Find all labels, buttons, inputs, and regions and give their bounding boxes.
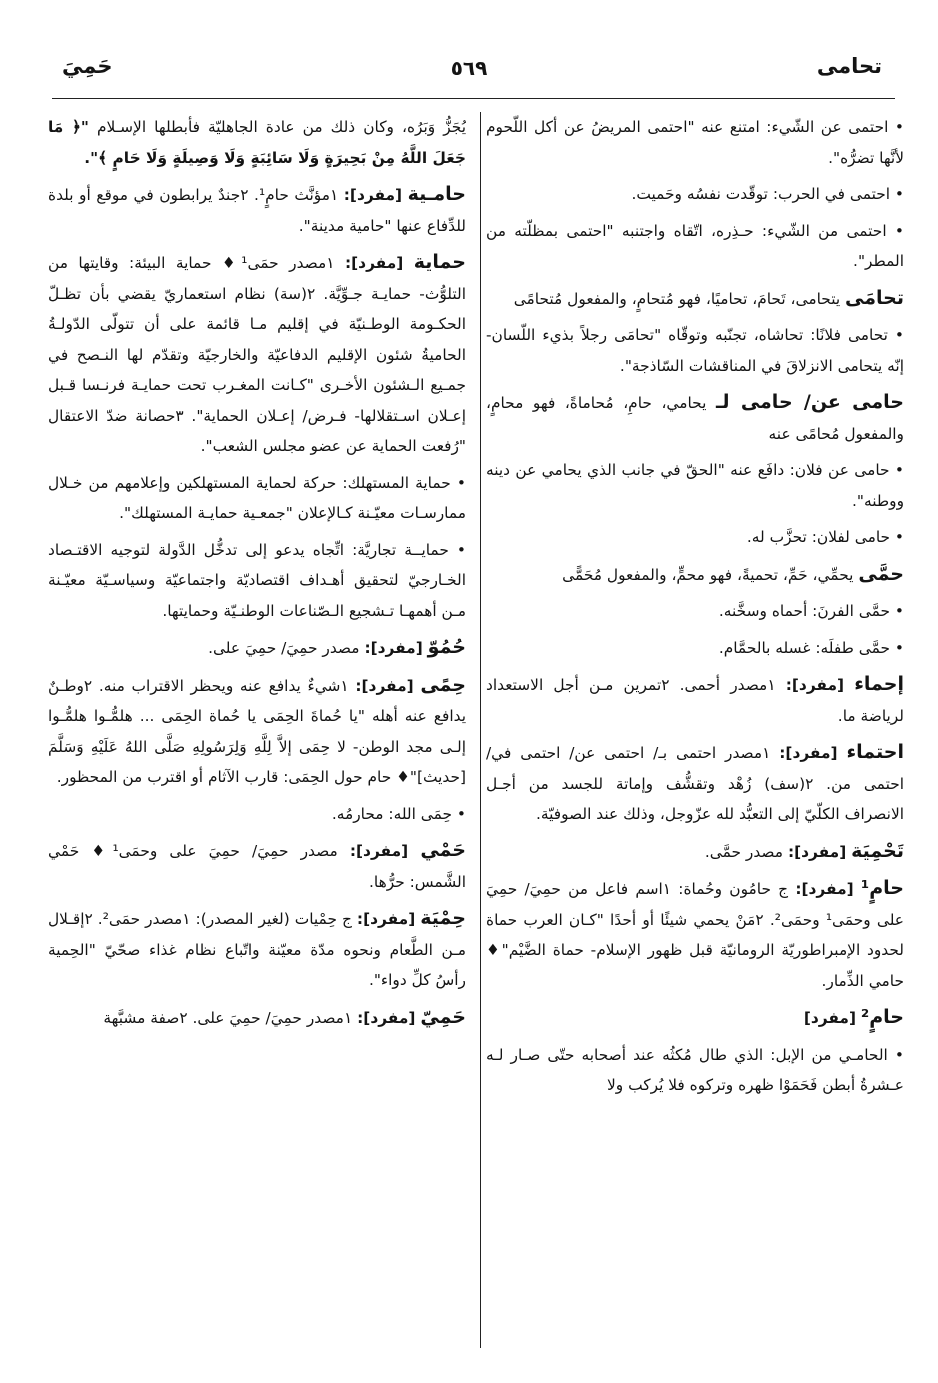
headword-entry bbox=[48, 179, 466, 241]
entry-text: مصدر حمِيَ/ حمِيَ على. bbox=[208, 639, 360, 657]
pos-tag: [مفرد]: bbox=[356, 910, 416, 928]
sense-paragraph: • احتمى في الحرب: توقّدت نفسُه وحَميت. bbox=[631, 185, 904, 203]
headword-entry bbox=[486, 283, 904, 315]
pos-tag: [مفرد]: bbox=[344, 254, 404, 272]
entry-text: مصدر حمَّى. bbox=[704, 842, 784, 861]
entry-text: مصدر حمِيَ/ حمِيَ على وحمَى¹♦ حَمْي الشَّمس: حرُّها. bbox=[48, 842, 466, 891]
headword-entry bbox=[48, 632, 466, 664]
headword: إحماء bbox=[854, 673, 904, 695]
column-divider bbox=[480, 112, 481, 1348]
pos-tag: [مفرد]: bbox=[785, 676, 845, 694]
sense-paragraph: • حمايــة تجاريَّة: اتِّجاه يدعو إلى تدخُّل الدَّولة لتوجيه الاقتـصاد الخـارجيّ لتحقيق أهـداف اقتصاديّة واجتماعيّة وسياسـيّة معيّـنة مـن أهمهـا تـشجيع الـصّناعات الوطنـيّة وحمايتها. bbox=[48, 540, 466, 620]
sense-paragraph: • الحامـي من الإبل: الذي طال مُكثُه عند أصحابه حتّى صـار لـه عـشرةُ أبطن فَحَمَوْا ظهره وتركوه فلا يُركب ولا bbox=[486, 1045, 904, 1094]
entry-text: ١شيءٌ يدافع عنه ويحظر الاقتراب منه. ٢وطـنٌ يدافع عنه أهله "يا حُماةَ الحِمَى يا حُماة الحِمَى ... هلمُّـوا هلمُّـوا إلـى مجد الوطن- لا حِمَى إلاَّ لِلَّهِ وَلِرَسُولِهِ صَلَّى اللهُ عَلَيْهِ وَسَلَّمَ [حديث]"♦ حام حول الحِمَى: قارب الآثام أو اقترب من المحظور. bbox=[48, 676, 466, 786]
entry-text: ج حِمْيات (لغير المصدر): ١مصدر حمَى². ٢إقـلال مـن الطَّعام ونحوه مدّة معيّنة واتّباع نظام غذاء صحّيّ "الحِمية رأسُ كلِّ دواء". bbox=[48, 910, 466, 989]
entry-text: يحامي، حامِ، مُحاماةً، فهو محامٍ، والمفعول مُحامًى عنه bbox=[486, 394, 904, 443]
headword-entry bbox=[48, 903, 466, 996]
sense-paragraph: • تحامى فلانًا: تحاشاه، تجنّبه وتوقّاه "تحامَى رجلاً بذيء اللّسان- إنّه يتحامى الانزلاقَ في المناقشات السّاذجة". bbox=[486, 326, 904, 375]
entry-text: ١مصدر احتمى بـ/ احتمى عن/ احتمى في/ احتمى من. ٢(سف) زُهْد وتقشُّف وإماتة للجسد من أجـل الانصراف الكلّيّ إلى التعبُّد لله عزّوجل، وذلك عند الصوفيّة. bbox=[486, 744, 904, 823]
entry-text: ١مصدر حمَى¹♦ حماية البيئة: وقايتها من التلوُّث- حمايـة جـوِّيَّة. ٢(سة) نظام استعماريّ يقضي بأن تظـلّ الحكـومة الوطـنيّة في إقليم مـا قائمة على أن تتولّى الدّولـةُ الحاميةُ شئون الإقليم الدفاعيّة والخارجيّة وتقدّم لها النـصح في جمـيع الـشئون الأخـرى "كـانت المغـرب تحت حمايـة فرنـسا قـبل إعـلان اسـتقلالها- فـرض/ إعـلان الحماية". ٣حصانة ضدّ الاعتقال "رُفعت الحماية عن عضو مجلس الشعب". bbox=[48, 254, 466, 455]
pos-tag: [مفرد]: bbox=[787, 842, 847, 861]
headword: حَمِيّ bbox=[420, 1005, 466, 1028]
pos-tag: [مفرد]: bbox=[343, 186, 403, 204]
headword-entry bbox=[486, 737, 904, 830]
headword: تَحْمِيَة bbox=[851, 839, 904, 862]
headword: حامٍ¹ bbox=[860, 877, 904, 899]
headword: حامـية bbox=[407, 183, 466, 205]
headword-entry bbox=[486, 836, 904, 868]
headword: حامى عن/ حامى لـ bbox=[715, 391, 904, 413]
sense-paragraph: • حامى لفلان: تحزَّب له. bbox=[746, 528, 904, 546]
left-column bbox=[48, 112, 466, 1352]
entry-text: يتحامى، تَحامَ، تحاميًا، فهو مُتحامٍ، والمفعول مُتحامًى bbox=[513, 289, 841, 308]
pos-tag: [مفرد] bbox=[803, 1009, 856, 1027]
headword-entry bbox=[48, 670, 466, 793]
pos-tag: [مفرد]: bbox=[355, 676, 414, 695]
quran-quote: "﴿ مَا جَعَلَ اللَّهُ مِنْ بَحِيرَةٍ وَلَا سَائِبَةٍ وَلَا وَصِيلَةٍ وَلَا حَامٍ ﴾". bbox=[48, 118, 466, 167]
pos-tag: [مفرد]: bbox=[779, 744, 838, 762]
sense-paragraph: • حماية المستهلك: حركة لحماية المستهلكين وإعلامهم من خـلال ممارسـات معيّـنة كـالإعلان "جمعـية حمايـة المستهلك". bbox=[48, 473, 466, 522]
pos-tag: [مفرد]: bbox=[357, 1008, 416, 1027]
pos-tag: [مفرد]: bbox=[349, 842, 409, 860]
header-rule bbox=[52, 98, 895, 99]
headword: حامٍ² bbox=[860, 1006, 904, 1028]
headword: حِمًى bbox=[420, 673, 466, 696]
headword: حِمْيَة bbox=[420, 907, 466, 929]
sense-paragraph: يُجَزُّ وَبَرُه، وكان ذلك من عادة الجاهليّة فأبطلها الإسـلام "﴿ مَا جَعَلَ اللَّهُ مِنْ بَحِيرَةٍ وَلَا سَائِبَةٍ وَلَا وَصِيلَةٍ وَلَا حَامٍ ﴾". bbox=[48, 118, 466, 167]
headword-entry bbox=[48, 835, 466, 897]
headword-entry bbox=[486, 387, 904, 449]
headword: تحامَى bbox=[845, 286, 904, 309]
sense-paragraph: • حمَّى الفرنَ: أحماه وسخَّنه. bbox=[718, 602, 904, 620]
headword-entry bbox=[486, 873, 904, 996]
entry-text: ج حامُون وحُماة: ١اسم فاعل من حمِيَ/ حمِيَ على وحمَى¹ وحمَى². ٢مَنْ يحمي شيئًا أو أحدًا "كـان العرب حماة لحدود الإمبراطوريّة الرومانيّة قبل ظهور الإسلام- حماة الضَّيْم"♦ حامي الذِّمار. bbox=[486, 880, 904, 990]
headword-entry bbox=[486, 559, 904, 591]
headword: احتماء bbox=[846, 741, 904, 763]
sense-paragraph: • احتمى من الشّيء: حـذِره، اتّقاه واجتنبه "احتمى بمظلّته من المطر". bbox=[486, 221, 904, 270]
page-number: ٥٦٩ bbox=[450, 56, 488, 80]
pos-tag: [مفرد]: bbox=[364, 639, 423, 657]
headword-entry bbox=[48, 1002, 466, 1034]
headword-entry bbox=[48, 247, 466, 462]
pos-tag: [مفرد]: bbox=[795, 880, 854, 898]
entry-text: يحمِّي، حَمِّ، تحميةً، فهو محمٍّ، والمفعول مُحَمًّى bbox=[562, 565, 854, 584]
headword: حمَّى bbox=[858, 562, 904, 585]
right-column bbox=[486, 112, 904, 1352]
headword: حماية bbox=[413, 251, 466, 273]
running-head-right: تحامى bbox=[816, 54, 882, 78]
entry-text: ١مؤنَّث حامٍ¹. ٢جندٌ يرابطون في موقع أو بلدة للدِّفاع عنها "حامية مدينة". bbox=[48, 186, 466, 235]
sense-paragraph: • حامى عن فلان: دافَع عنه "الحقّ في جانب الذي يحامي عن دينه ووطنه". bbox=[486, 461, 904, 510]
entry-text: ١مصدر حمِيَ/ حمِيَ على. ٢صفة مشبَّهة bbox=[103, 1008, 353, 1027]
sense-paragraph: • احتمى عن الشّيء: امتنع عنه "احتمى المريضُ عن أكل اللّحوم لأنَّها تضرُّه". bbox=[486, 118, 904, 167]
sense-paragraph: • حمَّى طفلَه: غسله بالحمَّام. bbox=[718, 638, 904, 657]
headword-entry bbox=[486, 1002, 904, 1034]
page-header bbox=[50, 50, 888, 90]
entry-text: ١مصدر أحمى. ٢تمرين مـن أجل الاستعداد لرياضة ما. bbox=[486, 676, 904, 725]
headword: حَمْي bbox=[420, 839, 466, 861]
sense-paragraph: • حِمَى الله: محارمُه. bbox=[331, 804, 466, 823]
running-head-left: حَمِيَ bbox=[62, 54, 113, 78]
headword: حُمُوّ bbox=[427, 636, 466, 658]
headword-entry bbox=[486, 669, 904, 731]
